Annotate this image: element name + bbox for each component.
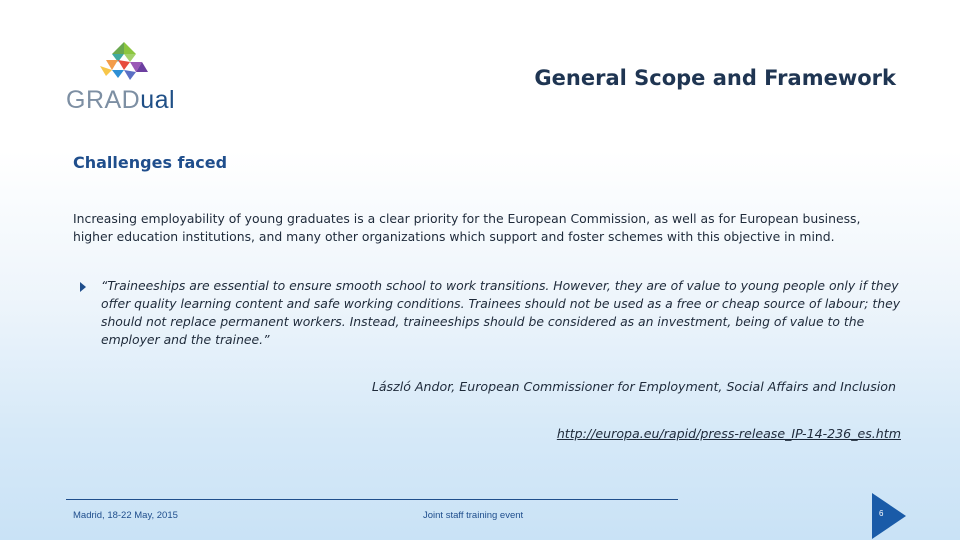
section-subtitle: Challenges faced bbox=[73, 153, 228, 172]
quote-paragraph: “Traineeships are essential to ensure smooth school to work transitions. However, they are of value to young people only if they offer quality learning content and safe working conditions. Trainees should not be used as a free or cheap source of labour; they should not replace permanent workers. Instead, traineeships should be considered as an investment, being of value to the employer and the trainee.” bbox=[101, 278, 901, 347]
footer-divider bbox=[66, 499, 678, 500]
source-link[interactable]: http://europa.eu/rapid/press-release_IP-14-236_es.htm bbox=[556, 426, 901, 441]
gradual-logo-mark bbox=[84, 40, 164, 86]
quote-attribution: László Andor, European Commissioner for Employment, Social Affairs and Inclusion bbox=[371, 379, 896, 394]
slide-title: General Scope and Framework bbox=[534, 66, 896, 90]
intro-paragraph: Increasing employability of young graduates is a clear priority for the European Commission, as well as for European business, higher education institutions, and many other organizations which support and foster schemes with this objective in mind. bbox=[73, 211, 861, 244]
gradual-logo bbox=[66, 40, 176, 112]
page-number: 6 bbox=[879, 509, 884, 518]
footer-date-location: Madrid, 18-22 May, 2015 bbox=[73, 510, 178, 521]
logo-wordmark: GRADual bbox=[66, 86, 176, 114]
footer-event-name: Joint staff training event bbox=[423, 510, 524, 521]
bullet-arrow-icon bbox=[80, 282, 86, 292]
page-number-arrow-icon bbox=[872, 493, 906, 539]
